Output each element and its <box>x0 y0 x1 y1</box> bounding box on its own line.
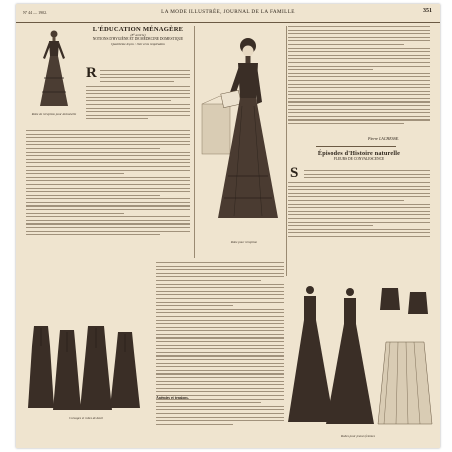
center-column-text-lower <box>156 262 284 427</box>
running-head <box>16 4 440 23</box>
article-education-lesson: Quatrième leçon : l'air et la respiration <box>111 41 165 46</box>
article-education-series: (8° article) <box>130 33 146 37</box>
article-episodes-subtitle: FLEURS DE CONVALESCENCE <box>333 157 385 161</box>
issue-number: Nº 44 — 1902. <box>23 10 48 15</box>
caption-group-right: Robes pour jeunes femmes <box>341 434 375 438</box>
article-education-title-block <box>84 26 192 46</box>
drop-cap-education: R <box>86 65 97 81</box>
illustration-dress-group-right <box>286 282 434 432</box>
article-education-intro-text <box>100 70 190 84</box>
caption-top-left: Robe de réception pour demoiselle <box>31 112 77 116</box>
article-education-body-text <box>86 86 190 122</box>
drop-cap-episodes: S <box>290 165 299 181</box>
article-episodes-title-block <box>288 150 430 162</box>
section-heading-anemies: Anémies et tensions. <box>156 396 189 400</box>
article-episodes-title: Épisodes d'Histoire naturelle <box>317 150 401 157</box>
right-column-text-top <box>288 26 430 127</box>
caption-group-left: Corsages et robes de deuil <box>69 416 103 420</box>
magazine-page <box>16 4 440 448</box>
article-education-subtitle: NOTIONS D'HYGIÈNE ET DE MÉDECINE DOMESTIQUE <box>92 37 184 41</box>
page-number: 351 <box>423 8 432 14</box>
article-education-column-text <box>26 130 190 238</box>
journal-title: LA MODE ILLUSTRÉE, JOURNAL DE LA FAMILLE <box>161 9 295 15</box>
article-signature: Pierre LACHESSE. <box>368 136 400 141</box>
illustration-garment-group-left <box>26 322 146 414</box>
illustration-top-left-figure <box>34 28 74 110</box>
illustration-center-figure <box>198 26 286 236</box>
column-divider-right <box>286 26 287 276</box>
caption-center-figure: Robe pour réception <box>230 240 258 244</box>
column-divider-left <box>194 26 195 258</box>
article-episodes-intro-text <box>304 170 430 181</box>
article-education-title: L'ÉDUCATION MÉNAGÈRE <box>92 26 184 33</box>
article-separator-rule <box>316 146 396 147</box>
article-episodes-body-text <box>288 182 430 240</box>
